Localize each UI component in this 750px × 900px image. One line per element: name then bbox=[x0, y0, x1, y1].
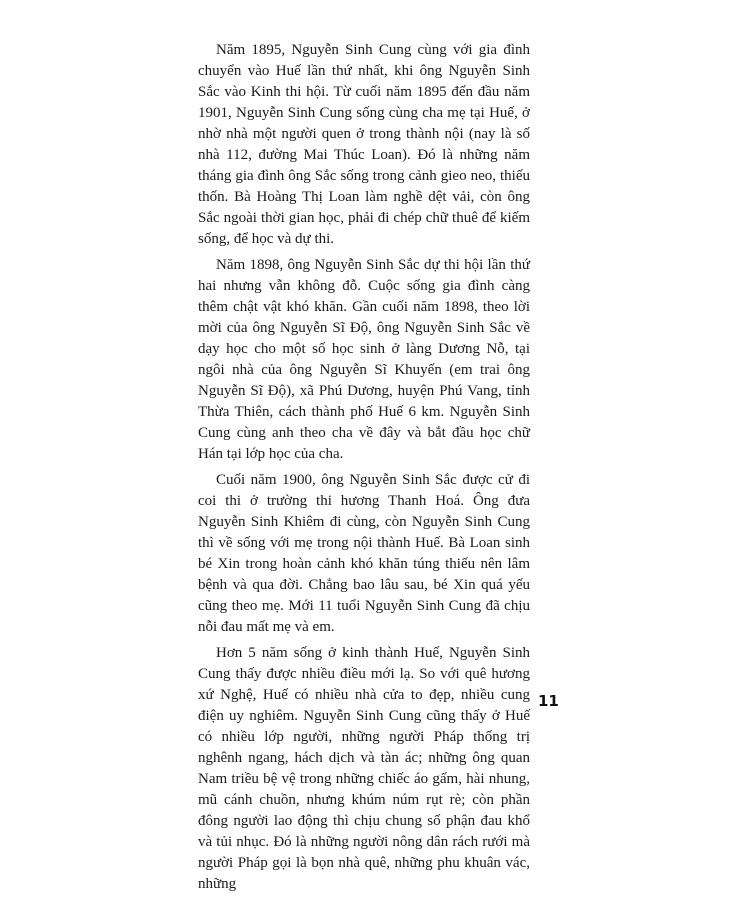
paragraph-1: Năm 1895, Nguyễn Sinh Cung cùng với gia đình chuyển vào Huế lần thứ nhất, khi ông Nguyễn Sinh Sắc vào Kinh thi hội. Từ cuối năm 1895 đến đầu năm 1901, Nguyễn Sinh Cung sống cùng cha mẹ tại Huế, ở nhờ nhà một người quen ở trong thành nội (nay là số nhà 112, đường Mai Thúc Loan). Đó là những năm tháng gia đình ông Sắc sống trong cảnh gieo neo, thiếu thốn. Bà Hoàng Thị Loan làm nghề dệt vải, còn ông Sắc ngoài thời gian học, phải đi chép chữ thuê để kiếm sống, để học và dự thi. bbox=[198, 42, 530, 247]
paragraph-2: Năm 1898, ông Nguyễn Sinh Sắc dự thi hội lần thứ hai nhưng vẫn không đỗ. Cuộc sống gia đình càng thêm chật vật khó khăn. Gần cuối năm 1898, theo lời mời của ông Nguyễn Sĩ Độ, ông Nguyễn Sinh Sắc về dạy học cho một số học sinh ở làng Dương Nỗ, tại ngôi nhà của ông Nguyễn Sĩ Khuyến (em trai ông Nguyễn Sĩ Độ), xã Phú Dương, huyện Phú Vang, tỉnh Thừa Thiên, cách thành phố Huế 6 km. Nguyễn Sinh Cung cùng anh theo cha về đây và bắt đầu học chữ Hán tại lớp học của cha. bbox=[198, 257, 530, 462]
paragraph-3: Cuối năm 1900, ông Nguyễn Sinh Sắc được cử đi coi thi ở trường thi hương Thanh Hoá. Ông đưa Nguyễn Sinh Khiêm đi cùng, còn Nguyễn Sinh Cung thì về sống với mẹ trong nội thành Huế. Bà Loan sinh bé Xin trong hoàn cảnh khó khăn túng thiếu nên lâm bệnh và qua đời. Chẳng bao lâu sau, bé Xin quá yếu cũng theo mẹ. Mới 11 tuổi Nguyễn Sinh Cung đã chịu nỗi đau mất mẹ và em. bbox=[198, 472, 530, 635]
paragraph-4: Hơn 5 năm sống ở kinh thành Huế, Nguyễn Sinh Cung thấy được nhiều điều mới lạ. So với quê hương xứ Nghệ, Huế có nhiều nhà cửa to đẹp, nhiều cung điện uy nghiêm. Nguyễn Sinh Cung cũng thấy ở Huế có nhiều lớp người, những người Pháp thống trị nghênh ngang, hách dịch và tàn ác; những ông quan Nam triều bệ vệ trong những chiếc áo gấm, hài nhung, mũ cánh chuồn, nhưng khúm núm rụt rè; còn phần đông người lao động thì chịu chung số phận đau khổ và tủi nhục. Đó là những người nông dân rách rưới mà người Pháp gọi là bọn nhà quê, những phu khuân vác, những bbox=[198, 645, 530, 892]
body-text bbox=[198, 40, 530, 900]
page-number: 11 bbox=[538, 692, 559, 710]
